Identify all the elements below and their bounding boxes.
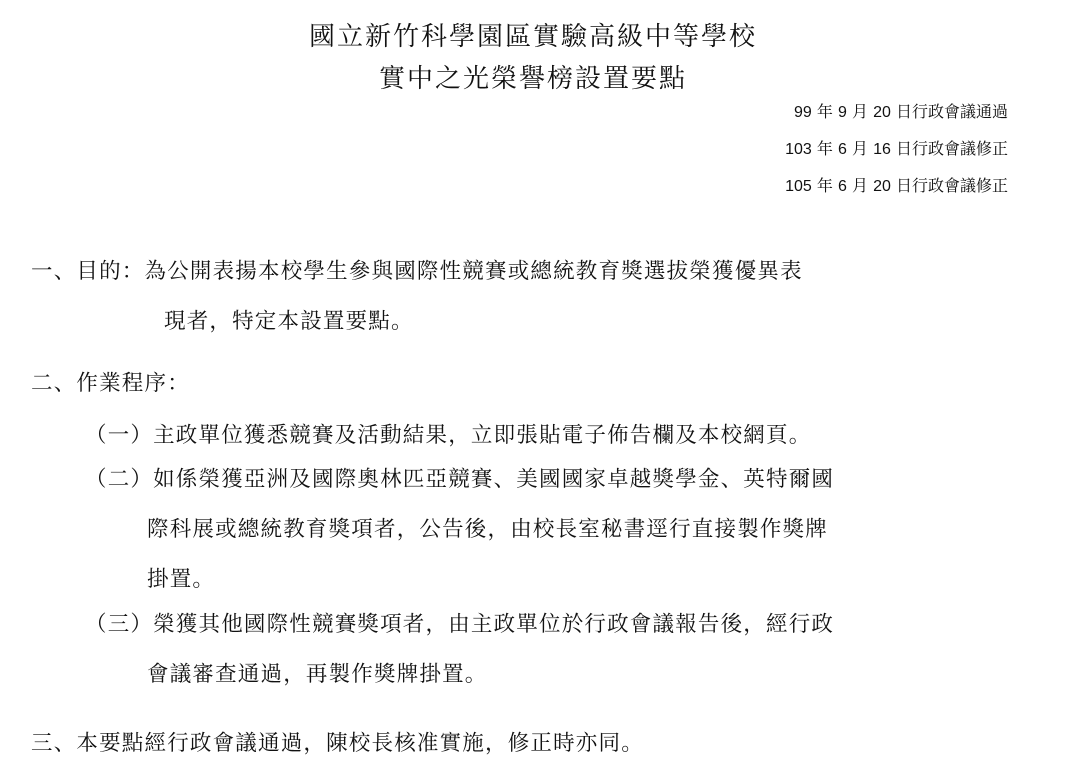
revision-line: 103 年 6 月 16 日行政會議修正	[785, 139, 1008, 158]
document-subtitle: 實中之光榮譽榜設置要點	[378, 64, 687, 94]
procedure-item-1: （一）主政單位獲悉競賽及活動結果，立即張貼電子佈告欄及本校網頁。	[85, 423, 812, 448]
revision-year: 105	[785, 178, 812, 195]
revision-month: 6	[837, 141, 847, 158]
purpose-line-2: 現者，特定本設置要點。	[164, 309, 414, 334]
procedure-item-3-line-2: 會議審查通過，再製作獎牌掛置。	[147, 662, 488, 687]
revision-event: 日行政會議修正	[895, 176, 1008, 195]
approval-line: 三、本要點經行政會議通過，陳校長核准實施，修正時亦同。	[31, 731, 644, 756]
procedure-heading: 二、作業程序：	[31, 371, 190, 396]
revision-month: 9	[837, 104, 847, 121]
revision-day: 16	[873, 141, 891, 158]
revision-year: 103	[785, 141, 812, 158]
revision-month: 6	[837, 178, 847, 195]
procedure-item-3-line-1: （三）榮獲其他國際性競賽獎項者，由主政單位於行政會議報告後，經行政	[85, 612, 835, 637]
revision-line: 105 年 6 月 20 日行政會議修正	[785, 176, 1008, 195]
procedure-item-2-line-3: 掛置。	[147, 567, 216, 592]
document-title: 國立新竹科學園區實驗高級中等學校	[308, 22, 757, 52]
procedure-item-2-line-2: 際科展或總統教育獎項者，公告後，由校長室秘書逕行直接製作獎牌	[147, 517, 829, 542]
revision-year: 99	[793, 104, 812, 121]
revision-history	[785, 101, 1008, 212]
revision-event: 日行政會議修正	[895, 139, 1008, 158]
revision-day: 20	[873, 178, 891, 195]
revision-event: 日行政會議通過	[895, 102, 1008, 121]
purpose-line-1: 一、目的：為公開表揚本校學生參與國際性競賽或總統教育獎選拔榮獲優異表	[31, 259, 803, 284]
revision-line: 99 年 9 月 20 日行政會議通過	[793, 102, 1008, 121]
procedure-item-2-line-1: （二）如係榮獲亞洲及國際奧林匹亞競賽、美國國家卓越獎學金、英特爾國	[85, 467, 835, 492]
revision-day: 20	[873, 104, 891, 121]
